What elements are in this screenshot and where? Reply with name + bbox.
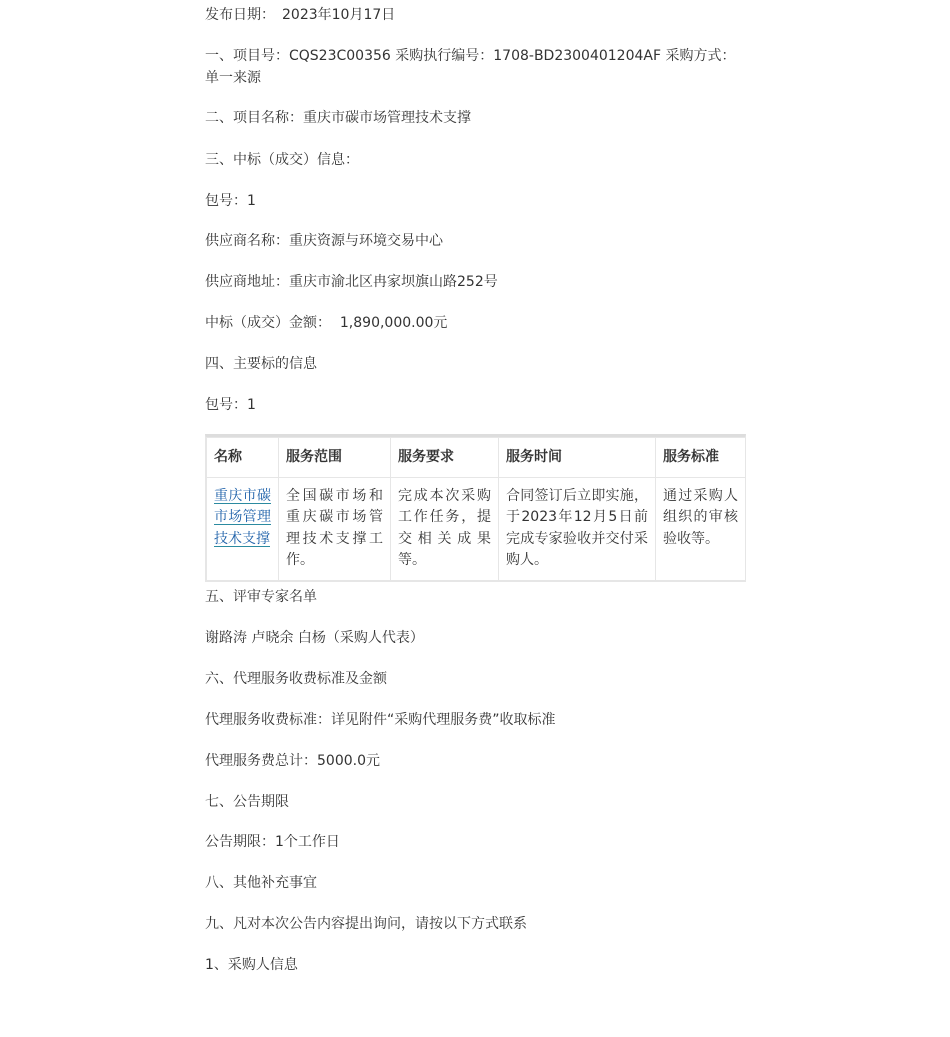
cell-requirement: 完成本次采购工作任务，提交相关成果等。 bbox=[391, 477, 499, 580]
column-header-name: 名称 bbox=[207, 438, 279, 478]
publish-date-value: 2023年10月17日 bbox=[282, 7, 396, 23]
purchaser-info-heading: 1、采购人信息 bbox=[205, 957, 298, 973]
expert-list-heading: 五、评审专家名单 bbox=[205, 589, 317, 605]
column-header-scope: 服务范围 bbox=[279, 438, 391, 478]
subject-name-link[interactable]: 重庆市碳市场管理技术支撑 bbox=[214, 487, 271, 547]
project-number-line: 一、项目号：CQS23C00356 采购执行编号：1708-BD2300401204AF 采购方式：单一来源 bbox=[205, 48, 736, 86]
award-package-number: 包号：1 bbox=[205, 193, 256, 209]
agency-fee-heading: 六、代理服务收费标准及金额 bbox=[205, 671, 387, 687]
table-row bbox=[207, 477, 746, 580]
publish-date-label: 发布日期： bbox=[205, 7, 275, 23]
column-header-standard: 服务标准 bbox=[656, 438, 746, 478]
main-subject-heading: 四、主要标的信息 bbox=[205, 356, 317, 372]
award-info-heading: 三、中标（成交）信息： bbox=[205, 152, 359, 168]
main-subject-table bbox=[205, 434, 746, 582]
award-amount: 中标（成交）金额： 1,890,000.00元 bbox=[205, 315, 448, 331]
column-header-time: 服务时间 bbox=[499, 438, 656, 478]
expert-names: 谢路涛 卢晓余 白杨（采购人代表） bbox=[205, 630, 424, 646]
notice-period: 公告期限：1个工作日 bbox=[205, 834, 340, 850]
subject-package-number: 包号：1 bbox=[205, 397, 256, 413]
column-header-requirement: 服务要求 bbox=[391, 438, 499, 478]
cell-scope: 全国碳市场和重庆碳市场管理技术支撑工作。 bbox=[279, 477, 391, 580]
table-header-row bbox=[207, 438, 746, 478]
agency-fee-total: 代理服务费总计：5000.0元 bbox=[205, 753, 380, 769]
cell-time: 合同签订后立即实施，于2023年12月5日前完成专家验收并交付采购人。 bbox=[499, 477, 656, 580]
cell-name[interactable] bbox=[207, 477, 279, 580]
cell-standard: 通过采购人组织的审核验收等。 bbox=[656, 477, 746, 580]
other-matters-heading: 八、其他补充事宜 bbox=[205, 875, 317, 891]
project-name-line: 二、项目名称：重庆市碳市场管理技术支撑 bbox=[205, 110, 471, 126]
agency-fee-standard: 代理服务收费标准：详见附件“采购代理服务费”收取标准 bbox=[205, 712, 556, 728]
supplier-name: 供应商名称：重庆资源与环境交易中心 bbox=[205, 233, 443, 249]
contact-heading: 九、凡对本次公告内容提出询问，请按以下方式联系 bbox=[205, 916, 527, 932]
notice-period-heading: 七、公告期限 bbox=[205, 794, 289, 810]
supplier-address: 供应商地址：重庆市渝北区冉家坝旗山路252号 bbox=[205, 274, 498, 290]
publish-date bbox=[205, 4, 746, 26]
